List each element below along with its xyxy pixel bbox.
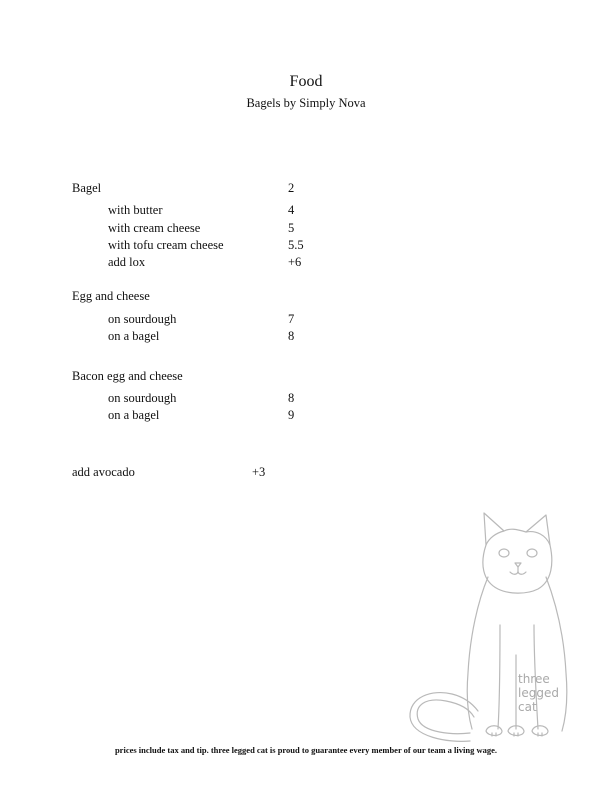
menu-option-price: 4 bbox=[288, 203, 295, 217]
menu-option-label: on sourdough bbox=[108, 312, 177, 326]
menu-option-row bbox=[0, 202, 612, 218]
menu-option-label: on sourdough bbox=[108, 391, 177, 405]
menu-item-label: Bagel bbox=[72, 181, 102, 195]
menu-option-row bbox=[0, 328, 612, 344]
cat-logo-word-cat: cat bbox=[518, 700, 537, 714]
menu-item-bagel bbox=[0, 180, 612, 196]
menu-option-price: 9 bbox=[288, 408, 295, 422]
menu-option-label: with tofu cream cheese bbox=[108, 238, 224, 252]
menu-item-bacon-egg-and-cheese bbox=[0, 368, 612, 384]
cat-logo-word-three: three bbox=[518, 672, 550, 686]
page-title: Food bbox=[289, 73, 323, 90]
menu-option-price: 8 bbox=[288, 391, 295, 405]
page-subtitle: Bagels by Simply Nova bbox=[246, 96, 366, 110]
menu-option-row bbox=[0, 311, 612, 327]
menu-item-price: 2 bbox=[288, 181, 295, 195]
menu-addon-label: add avocado bbox=[72, 465, 135, 479]
menu-option-price: +6 bbox=[288, 255, 302, 269]
menu-option-label: with butter bbox=[108, 203, 163, 217]
menu-item-label: Bacon egg and cheese bbox=[72, 369, 183, 383]
menu-option-row bbox=[0, 407, 612, 423]
menu-option-row bbox=[0, 220, 612, 236]
menu-option-row bbox=[0, 237, 612, 253]
cat-logo bbox=[408, 505, 578, 745]
menu-item-egg-and-cheese bbox=[0, 288, 612, 304]
menu-option-row bbox=[0, 390, 612, 406]
menu-item-label: Egg and cheese bbox=[72, 289, 150, 303]
menu-addon-avocado bbox=[0, 464, 612, 480]
menu-option-price: 5.5 bbox=[288, 238, 304, 252]
menu-addon-price: +3 bbox=[252, 465, 266, 479]
cat-icon bbox=[410, 513, 567, 741]
menu-option-label: on a bagel bbox=[108, 329, 160, 343]
cat-logo-word-legged: legged bbox=[518, 686, 559, 700]
footer-note: prices include tax and tip. three legged cat is proud to guarantee every member of our team a living wage. bbox=[114, 745, 498, 755]
menu-option-price: 7 bbox=[288, 312, 295, 326]
menu-option-price: 8 bbox=[288, 329, 295, 343]
menu-option-label: add lox bbox=[108, 255, 146, 269]
menu-option-price: 5 bbox=[288, 221, 295, 235]
menu-option-label: with cream cheese bbox=[108, 221, 201, 235]
menu-option-row bbox=[0, 254, 612, 270]
menu-option-label: on a bagel bbox=[108, 408, 160, 422]
